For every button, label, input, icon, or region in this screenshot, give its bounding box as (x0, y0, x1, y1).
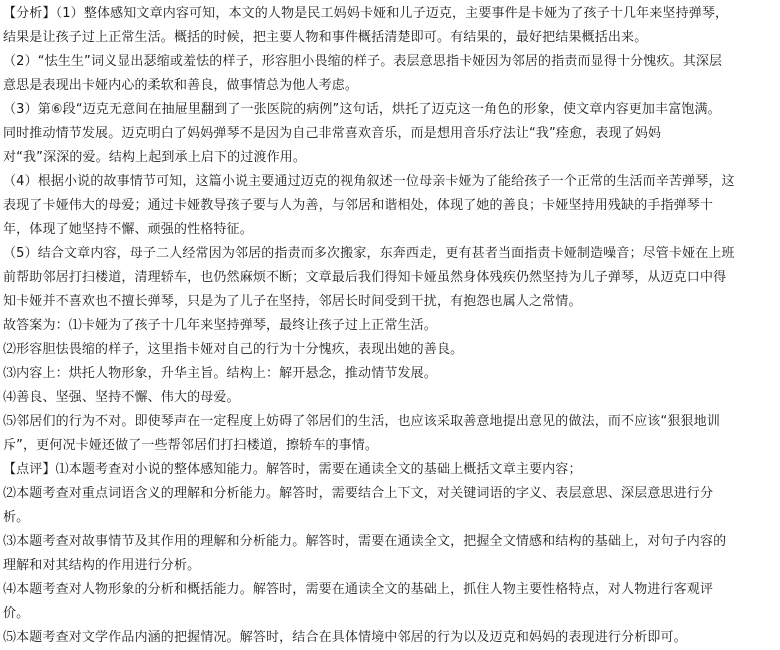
text-line: 【分析】（1）整体感知文章内容可知，本文的人物是民工妈妈卡娅和儿子迈克，主要事件是卡娅为了孩子十几年来坚持弹琴， (3, 6, 729, 21)
text-line: （5）结合文章内容，母子二人经常因为邻居的指责而多次搬家，东奔西走，更有甚者当面指责卡娅制造噪音；尽管卡娅在上班 (3, 246, 735, 261)
text-line: 前帮助邻居打扫楼道，清理轿车，也仍然麻烦不断；文章最后我们得知卡娅虽然身体残疾仍然坚持为儿子弹琴，从迈克口中得 (3, 270, 727, 285)
comment-5: ⑸本题考查对文学作品内涵的把握情况。解答时，结合在具体情境中邻居的行为以及迈克和妈妈的表现进行分析即可。 (3, 630, 687, 645)
comment-1: 【点评】⑴本题考查对小说的整体感知能力。解答时，需要在通读全文的基础上概括文章主要内容； (3, 462, 582, 477)
text-line: 知卡娅并不喜欢也不擅长弹琴，只是为了儿子在坚持，邻居长时间受到干扰，有抱怨也属人之常情。 (3, 294, 582, 309)
comment-section (3, 458, 780, 650)
comment-2: 析。 (3, 510, 30, 525)
answer-3: ⑶内容上：烘托人物形象，升华主旨。结构上：解开悬念，推动情节发展。 (3, 366, 437, 381)
text-line: 结果是让孩子过上正常生活。概括的时候，把主要人物和事件概括清楚即可。有结果的，最好把结果概括出来。 (3, 30, 648, 45)
comment-3: 理解和对其结构的作用进行分析。 (3, 558, 201, 573)
answer-1: 故答案为：⑴卡娅为了孩子十几年来坚持弹琴，最终让孩子过上正常生活。 (3, 318, 437, 333)
comment-2: ⑵本题考查对重点词语含义的理解和分析能力。解答时，需要结合上下文，对关键词语的字义、表层意思、深层意思进行分 (3, 486, 714, 501)
text-line: 年，体现了她坚持不懈、顽强的性格特征。 (3, 222, 253, 237)
text-line: 表现了卡娅伟大的母爱；通过卡娅教导孩子要与人为善，与邻居和谐相处，体现了她的善良；卡娅坚持用残缺的手指弹琴十 (3, 198, 714, 213)
comment-3: ⑶本题考查对故事情节及其作用的理解和分析能力。解答时，需要在通读全文，把握全文情感和结构的基础上，对句子内容的 (3, 534, 727, 549)
text-line: （3）第⑥段“迈克无意间在抽屉里翻到了一张医院的病例”这句话，烘托了迈克这一角色的形象，使文章内容更加丰富饱满。 (3, 102, 721, 117)
analysis-point-3 (3, 98, 780, 170)
comment-4: 价。 (3, 606, 30, 621)
answer-section (3, 314, 780, 458)
answer-5: 斥”，更何况卡娅还做了一些帮邻居们打扫楼道，擦轿车的事情。 (3, 438, 379, 453)
text-line: 意思是表现出卡娅内心的柔软和善良，做事情总为他人考虑。 (3, 78, 359, 93)
text-line: （4）根据小说的故事情节可知，这篇小说主要通过迈克的视角叙述一位母亲卡娅为了能给孩子一个正常的生活而辛苦弹琴，这 (3, 174, 735, 189)
answer-4: ⑷善良、坚强、坚持不懈、伟大的母爱。 (3, 390, 240, 405)
analysis-point-2 (3, 50, 780, 98)
answer-5: ⑸邻居们的行为不对。即使琴声在一定程度上妨碍了邻居们的生活，也应该采取善意地提出意见的做法，而不应该“狠狠地训 (3, 414, 720, 429)
text-line: （2）“怯生生”词义显出瑟缩或羞怯的样子，形容胆小畏缩的样子。表层意思指卡娅因为邻居的指责而显得十分愧疚。其深层 (3, 54, 723, 69)
answer-2: ⑵形容胆怯畏缩的样子，这里指卡娅对自己的行为十分愧疚，表现出她的善良。 (3, 342, 464, 357)
text-line: 同时推动情节发展。迈克明白了妈妈弹琴不是因为自己非常喜欢音乐，而是想用音乐疗法让“我”痊愈，表现了妈妈 (3, 126, 662, 141)
analysis-point-5 (3, 242, 780, 314)
comment-4: ⑷本题考查对人物形象的分析和概括能力。解答时，需要在通读全文的基础上，抓住人物主要性格特点，对人物进行客观评 (3, 582, 714, 597)
analysis-point-4 (3, 170, 780, 242)
analysis-point-1 (3, 2, 780, 50)
text-line: 对“我”深深的爱。结构上起到承上启下的过渡作用。 (3, 150, 307, 165)
